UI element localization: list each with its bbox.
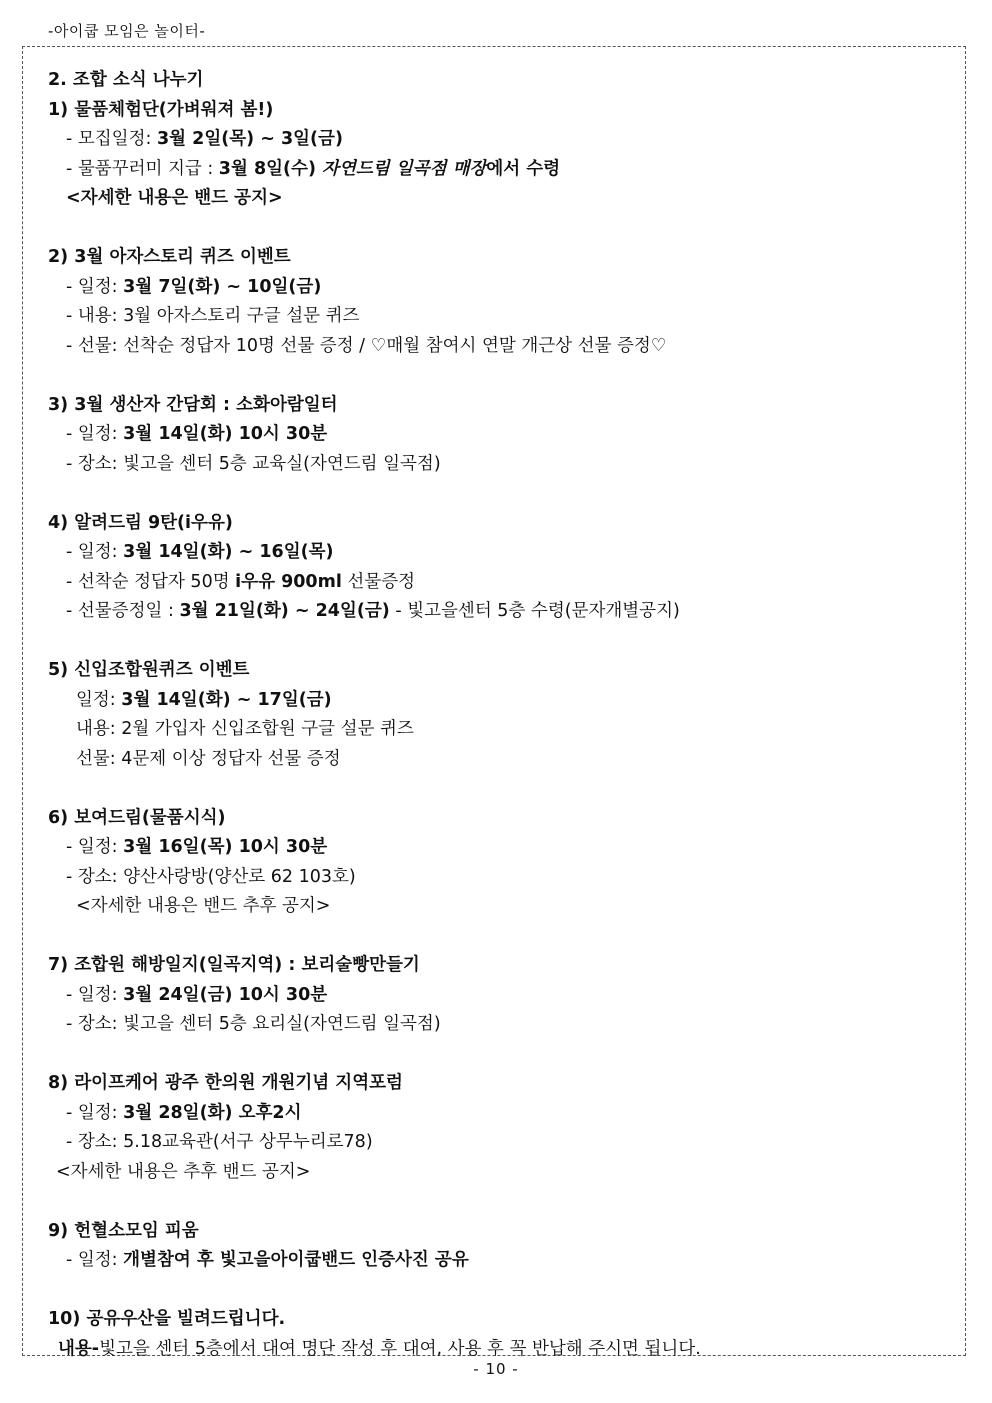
item-title: 8) 라이프케어 광주 한의원 개원기념 지역포럼 bbox=[48, 1073, 403, 1093]
item-line bbox=[48, 155, 948, 185]
item-title: 3) 3월 생산자 간담회 : 소화아람일터 bbox=[48, 394, 338, 415]
line-pre: - 선물: 선착순 정답자 10명 선물 증정 / ♡매월 참여시 연말 개근상 선물 증정♡ bbox=[66, 335, 667, 356]
item-title: 7) 조합원 해방일지(일곡지역) : 보리술빵만들기 bbox=[48, 955, 420, 975]
line-pre: 선물: 4문제 이상 정답자 선물 증정 bbox=[76, 748, 341, 769]
spacer bbox=[48, 361, 948, 391]
item-title: 4) 알려드림 9탄(i우유) bbox=[48, 512, 233, 533]
page-number: - 10 - bbox=[473, 1360, 519, 1378]
item-title: 10) 공유우산을 빌려드립니다. bbox=[48, 1309, 286, 1329]
item-line bbox=[48, 450, 948, 480]
line-pre: - 일정: bbox=[66, 542, 124, 562]
line-pre: 내용: 2월 가입자 신입조합원 구글 설문 퀴즈 bbox=[76, 719, 414, 739]
spacer bbox=[48, 1276, 948, 1306]
section-title: 2. 조합 소식 나누기 bbox=[48, 70, 204, 90]
item-title: 5) 신입조합원퀴즈 이벤트 bbox=[48, 660, 250, 680]
page-header: -아이쿱 모임은 놀이터- bbox=[48, 22, 206, 40]
content-body bbox=[48, 66, 948, 1364]
line-bold: 개별참여 후 빛고을아이쿱밴드 인증사진 공유 bbox=[123, 1250, 469, 1270]
item-line bbox=[48, 1128, 948, 1158]
line-pre: - 일정: bbox=[66, 837, 124, 857]
spacer bbox=[48, 1040, 948, 1070]
item-title: 6) 보여드림(물품시식) bbox=[48, 807, 226, 828]
item-line bbox=[48, 332, 948, 362]
line-bold: 3월 7일(화) ~ 10일(금) bbox=[123, 276, 322, 297]
item-line bbox=[48, 1010, 948, 1040]
line-post: 선물증정 bbox=[341, 571, 416, 592]
item-line bbox=[48, 302, 948, 332]
line-bold2: 에서 수령 bbox=[486, 158, 561, 179]
line-pre: - 일정: bbox=[66, 424, 124, 444]
item-line bbox=[48, 597, 948, 627]
line-pre: - 모집일정: bbox=[66, 129, 157, 149]
line-pre: - 선물증정일 : bbox=[66, 601, 180, 621]
line-bold: 3월 21일(화) ~ 24일(금) bbox=[179, 601, 390, 621]
spacer bbox=[48, 1187, 948, 1217]
line-pre: - 일정: bbox=[66, 1102, 124, 1123]
item-line bbox=[48, 863, 948, 893]
item-line bbox=[48, 184, 948, 214]
line-pre: - 선착순 정답자 50명 bbox=[66, 571, 236, 592]
item-line bbox=[48, 568, 948, 598]
item-line bbox=[48, 715, 948, 745]
line-pre: <자세한 내용은 밴드 추후 공지> bbox=[76, 896, 331, 916]
spacer bbox=[48, 922, 948, 952]
line-pre: - 일정: bbox=[66, 984, 124, 1005]
line-bold: 3월 8일(수) bbox=[218, 158, 323, 179]
line-pre: - 일정: bbox=[66, 1250, 124, 1270]
item-line bbox=[48, 981, 948, 1011]
item-line bbox=[48, 538, 948, 568]
line-pre: <자세한 내용은 추후 밴드 공지> bbox=[56, 1161, 311, 1182]
item-line bbox=[48, 1246, 948, 1276]
spacer bbox=[48, 627, 948, 657]
item-title: 9) 헌혈소모임 피움 bbox=[48, 1220, 199, 1241]
line-bold: 3월 2일(목) ~ 3일(금) bbox=[156, 129, 343, 149]
line-bold: i우유 900ml bbox=[235, 571, 342, 592]
item-line bbox=[48, 125, 948, 155]
line-pre: 빛고을 센터 5층에서 대여 명단 작성 후 대여, 사용 후 꼭 반납해 주시면 됩니다. bbox=[99, 1338, 701, 1359]
line-bold: 3월 14일(화) ~ 16일(목) bbox=[123, 542, 334, 562]
item-line bbox=[48, 892, 948, 922]
line-pre: - 장소: 빛고을 센터 5층 교육실(자연드림 일곡점) bbox=[66, 453, 441, 474]
item-line bbox=[48, 686, 948, 716]
line-pre: - 일정: bbox=[66, 276, 124, 297]
line-bold_line: <자세한 내용은 밴드 공지> bbox=[66, 188, 283, 208]
item-line bbox=[48, 420, 948, 450]
item-line bbox=[48, 833, 948, 863]
spacer bbox=[48, 214, 948, 244]
line-pre: - 장소: 5.18교육관(서구 상무누리로78) bbox=[66, 1132, 373, 1152]
item-line bbox=[48, 745, 948, 775]
line-bold: 3월 14일(화) ~ 17일(금) bbox=[121, 689, 332, 710]
spacer bbox=[48, 479, 948, 509]
line-bold: 3월 14일(화) 10시 30분 bbox=[123, 424, 328, 444]
item-title: 2) 3월 아자스토리 퀴즈 이벤트 bbox=[48, 247, 291, 267]
line-pre: - 내용: 3월 아자스토리 구글 설문 퀴즈 bbox=[66, 306, 360, 326]
item-line bbox=[48, 1099, 948, 1129]
line-post: - 빛고을센터 5층 수령(문자개별공지) bbox=[389, 601, 680, 621]
line-bold: 3월 24일(금) 10시 30분 bbox=[123, 984, 328, 1005]
spacer bbox=[48, 774, 948, 804]
item-line bbox=[48, 1158, 948, 1188]
line-bi: 자연드림 일곡점 매장 bbox=[322, 158, 487, 179]
line-pre: 일정: bbox=[76, 689, 122, 710]
item-title: 1) 물품체험단(가벼워져 봄!) bbox=[48, 99, 274, 120]
item-line bbox=[48, 273, 948, 303]
line-bold: 3월 16일(목) 10시 30분 bbox=[123, 837, 328, 857]
line-pre: - 장소: 빛고을 센터 5층 요리실(자연드림 일곡점) bbox=[66, 1014, 441, 1034]
line-bold: 3월 28일(화) 오후2시 bbox=[123, 1102, 302, 1123]
line-pre: - 장소: 양산사랑방(양산로 62 103호) bbox=[66, 866, 356, 887]
line-pre: - 물품꾸러미 지급 : bbox=[66, 158, 219, 179]
line-boldlead: 내용- bbox=[58, 1338, 100, 1359]
